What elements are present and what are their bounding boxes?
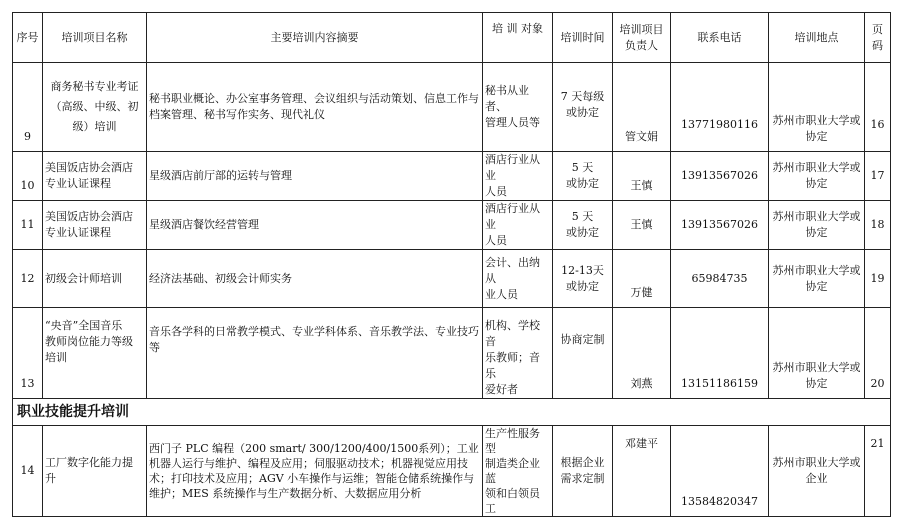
row-name: 工厂数字化能力提 升: [43, 426, 147, 517]
row-content: 星级酒店前厅部的运转与管理: [147, 152, 483, 201]
row-no: 10: [13, 152, 43, 201]
table-row: [13, 201, 891, 250]
row-content: 秘书职业概论、办公室事务管理、会议组织与活动策划、信息工作与档案管理、秘书写作实务、现代礼仪: [147, 63, 483, 152]
header-no: 序号: [13, 13, 43, 63]
row-place: 苏州市职业大学或 协定: [769, 308, 865, 399]
row-name: 美国饭店协会酒店 专业认证课程: [43, 152, 147, 201]
row-lead: 刘燕: [613, 308, 671, 399]
row-no: 11: [13, 201, 43, 250]
section-row: [13, 399, 891, 426]
row-name: “央音”全国音乐 教师岗位能力等级 培训: [43, 308, 147, 399]
row-target: 酒店行业从业 人员: [483, 201, 553, 250]
row-page: 16: [865, 63, 891, 152]
row-content: 西门子 PLC 编程（200 smart/ 300/1200/400/1500系列）；工业机器人运行与维护、编程及应用；伺服驱动技术；机器视觉应用技术；打印技术及应用；AGV 小车操作与运维；智能仓储系统操作与维护；MES 系统操作与生产数据分析、大数据应用分析: [147, 426, 483, 517]
row-name: 商务秘书专业考证 （高级、中级、初 级）培训: [43, 63, 147, 152]
row-lead: 管文娟: [613, 63, 671, 152]
row-no: 13: [13, 308, 43, 399]
table-row: [13, 152, 891, 201]
row-phone: 13771980116: [671, 63, 769, 152]
row-name: 美国饭店协会酒店 专业认证课程: [43, 201, 147, 250]
header-page: 页码: [865, 13, 891, 63]
row-lead: 万健: [613, 250, 671, 308]
training-table: [12, 12, 891, 517]
row-target: 机构、学校音 乐教师；音乐 爱好者: [483, 308, 553, 399]
row-time: 5 天 或协定: [553, 201, 613, 250]
header-time: 培训时间: [553, 13, 613, 63]
header-phone: 联系电话: [671, 13, 769, 63]
row-lead: 王慎: [613, 201, 671, 250]
row-lead: 邓建平: [613, 426, 671, 517]
table-row: [13, 250, 891, 308]
header-target: 培 训 对象: [483, 13, 553, 63]
row-name: 初级会计师培训: [43, 250, 147, 308]
row-time: 12-13天 或协定: [553, 250, 613, 308]
header-name: 培训项目名称: [43, 13, 147, 63]
header-place: 培训地点: [769, 13, 865, 63]
row-place: 苏州市职业大学或 协定: [769, 152, 865, 201]
row-target: 酒店行业从业 人员: [483, 152, 553, 201]
row-no: 12: [13, 250, 43, 308]
table-row: [13, 63, 891, 152]
table-row: [13, 308, 891, 399]
row-lead: 王慎: [613, 152, 671, 201]
row-content: 音乐各学科的日常教学模式、专业学科体系、音乐教学法、专业技巧等: [147, 308, 483, 399]
section-title: 职业技能提升培训: [13, 399, 891, 426]
row-place: 苏州市职业大学或 协定: [769, 63, 865, 152]
row-time: 协商定制: [553, 308, 613, 399]
row-page: 19: [865, 250, 891, 308]
row-page: 17: [865, 152, 891, 201]
row-target: 会计、出纳从 业人员: [483, 250, 553, 308]
row-no: 14: [13, 426, 43, 517]
row-phone: 13913567026: [671, 201, 769, 250]
row-phone: 13584820347: [671, 426, 769, 517]
row-time: 根据企业 需求定制: [553, 426, 613, 517]
row-phone: 13151186159: [671, 308, 769, 399]
row-target: 生产性服务型 制造类企业蓝 领和白领员工: [483, 426, 553, 517]
row-phone: 13913567026: [671, 152, 769, 201]
table-row: [13, 426, 891, 517]
header-lead: 培训项目 负责人: [613, 13, 671, 63]
row-place: 苏州市职业大学或 企业: [769, 426, 865, 517]
row-time: 5 天 或协定: [553, 152, 613, 201]
row-page: 20: [865, 308, 891, 399]
row-no: 9: [13, 63, 43, 152]
row-time: 7 天每级 或协定: [553, 63, 613, 152]
row-place: 苏州市职业大学或 协定: [769, 201, 865, 250]
row-place: 苏州市职业大学或 协定: [769, 250, 865, 308]
row-target: 秘书从业者、 管理人员等: [483, 63, 553, 152]
row-page: 18: [865, 201, 891, 250]
row-content: 经济法基础、初级会计师实务: [147, 250, 483, 308]
row-page: 21: [865, 426, 891, 517]
row-phone: 65984735: [671, 250, 769, 308]
header-content: 主要培训内容摘要: [147, 13, 483, 63]
header-row: [13, 13, 891, 63]
row-content: 星级酒店餐饮经营管理: [147, 201, 483, 250]
